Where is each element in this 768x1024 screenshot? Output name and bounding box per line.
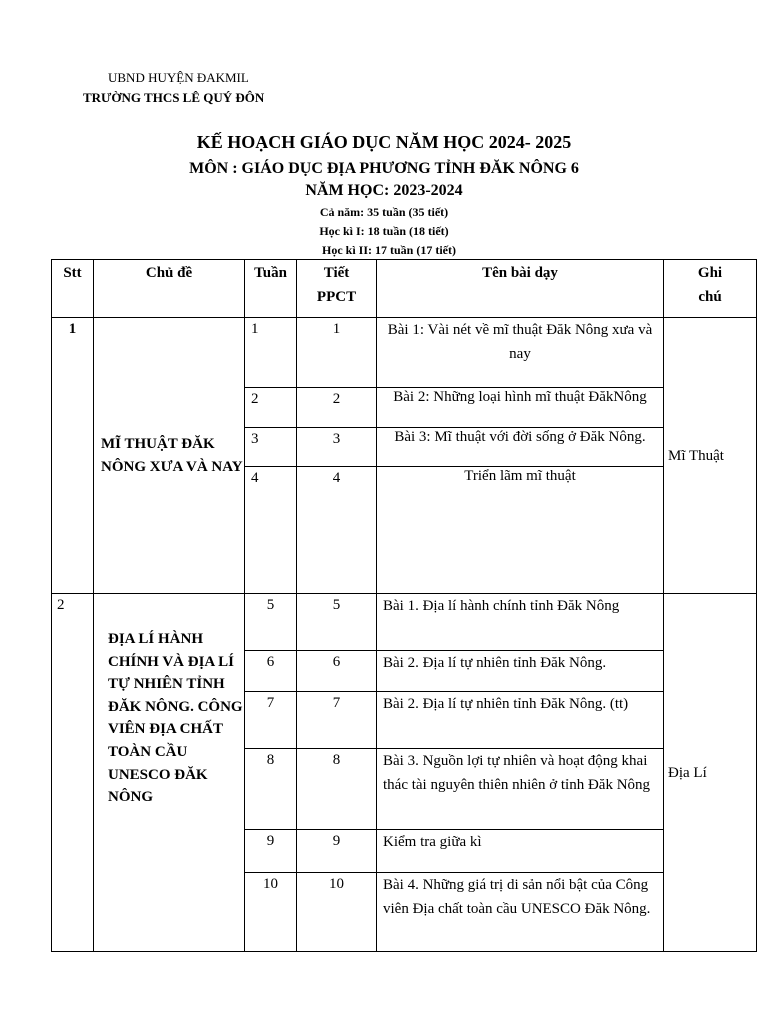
period-cell: 10: [297, 873, 377, 952]
group-topic: ĐỊA LÍ HÀNH CHÍNH VÀ ĐỊA LÍ TỰ NHIÊN TỈNH ĐĂK NÔNG. CÔNG VIÊN ĐỊA CHẤT TOÀN CẦU UNESCO ĐĂK NÔNG: [94, 594, 245, 952]
lesson-cell: Kiểm tra giữa kì: [377, 830, 664, 873]
period-cell: 4: [297, 467, 377, 594]
page-title: KẾ HOẠCH GIÁO DỤC NĂM HỌC 2024- 2025: [196, 132, 572, 152]
week-cell: 1: [245, 318, 297, 388]
table-row: [52, 318, 757, 388]
week-cell: 9: [245, 830, 297, 873]
col-header-week: Tuần: [245, 260, 297, 318]
col-header-period-line1: Tiết: [323, 265, 350, 281]
group-note: Địa Lí: [664, 594, 757, 952]
lesson-cell: Bài 1: Vài nét về mĩ thuật Đăk Nông xưa và nay: [377, 318, 664, 388]
col-header-stt: Stt: [52, 260, 94, 318]
summary-semester-2: Học kì II: 17 tuần (17 tiết): [322, 243, 456, 257]
school-name: TRƯỜNG THCS LÊ QUÝ ĐÔN: [83, 90, 265, 105]
table-row: [52, 594, 757, 651]
period-cell: 8: [297, 749, 377, 830]
period-cell: 5: [297, 594, 377, 651]
lesson-cell: Bài 3: Mĩ thuật với đời sống ở Đăk Nông.: [377, 428, 664, 467]
group-stt: 2: [52, 594, 94, 952]
period-cell: 6: [297, 651, 377, 692]
summary-full-year: Cả năm: 35 tuần (35 tiết): [319, 205, 449, 219]
table-header-row: [52, 260, 757, 318]
col-header-period-line2: PPCT: [316, 289, 357, 305]
lesson-cell: Bài 2. Địa lí tự nhiên tỉnh Đăk Nông. (tt): [377, 692, 664, 749]
col-header-note-line2: chú: [698, 289, 722, 305]
lesson-cell: Bài 2. Địa lí tự nhiên tỉnh Đăk Nông.: [377, 651, 664, 692]
lesson-cell: Bài 4. Những giá trị di sản nổi bật của Công viên Địa chất toàn cầu UNESCO Đăk Nông.: [377, 873, 664, 952]
week-cell: 10: [245, 873, 297, 952]
period-cell: 1: [297, 318, 377, 388]
week-cell: 3: [245, 428, 297, 467]
school-year: NĂM HỌC: 2023-2024: [305, 182, 463, 199]
week-cell: 7: [245, 692, 297, 749]
lesson-cell: Bài 3. Nguồn lợi tự nhiên và hoạt động khai thác tài nguyên thiên nhiên ở tỉnh Đăk Nông: [377, 749, 664, 830]
lesson-cell: Bài 2: Những loại hình mĩ thuật ĐăkNông: [377, 388, 664, 428]
lesson-cell: Bài 1. Địa lí hành chính tỉnh Đăk Nông: [377, 594, 664, 651]
lesson-cell: Triển lãm mĩ thuật: [377, 467, 664, 594]
group-topic: MĨ THUẬT ĐĂK NÔNG XƯA VÀ NAY: [94, 318, 245, 594]
col-header-note: [664, 260, 757, 318]
week-cell: 6: [245, 651, 297, 692]
group-stt: 1: [52, 318, 94, 594]
week-cell: 4: [245, 467, 297, 594]
week-cell: 8: [245, 749, 297, 830]
period-cell: 9: [297, 830, 377, 873]
week-cell: 2: [245, 388, 297, 428]
subject-title: MÔN : GIÁO DỤC ĐỊA PHƯƠNG TỈNH ĐĂK NÔNG 6: [189, 160, 579, 177]
summary-semester-1: Học kì I: 18 tuần (18 tiết): [319, 224, 449, 238]
group-note: Mĩ Thuật: [664, 318, 757, 594]
col-header-topic: Chủ đề: [94, 260, 245, 318]
period-cell: 7: [297, 692, 377, 749]
org-name: UBND HUYỆN ĐAKMIL: [108, 70, 249, 85]
col-header-note-line1: Ghi: [697, 265, 723, 281]
week-cell: 5: [245, 594, 297, 651]
col-header-lesson: Tên bài dạy: [377, 260, 664, 318]
lesson-plan-table: [51, 259, 757, 952]
period-cell: 2: [297, 388, 377, 428]
col-header-period: [297, 260, 377, 318]
period-cell: 3: [297, 428, 377, 467]
